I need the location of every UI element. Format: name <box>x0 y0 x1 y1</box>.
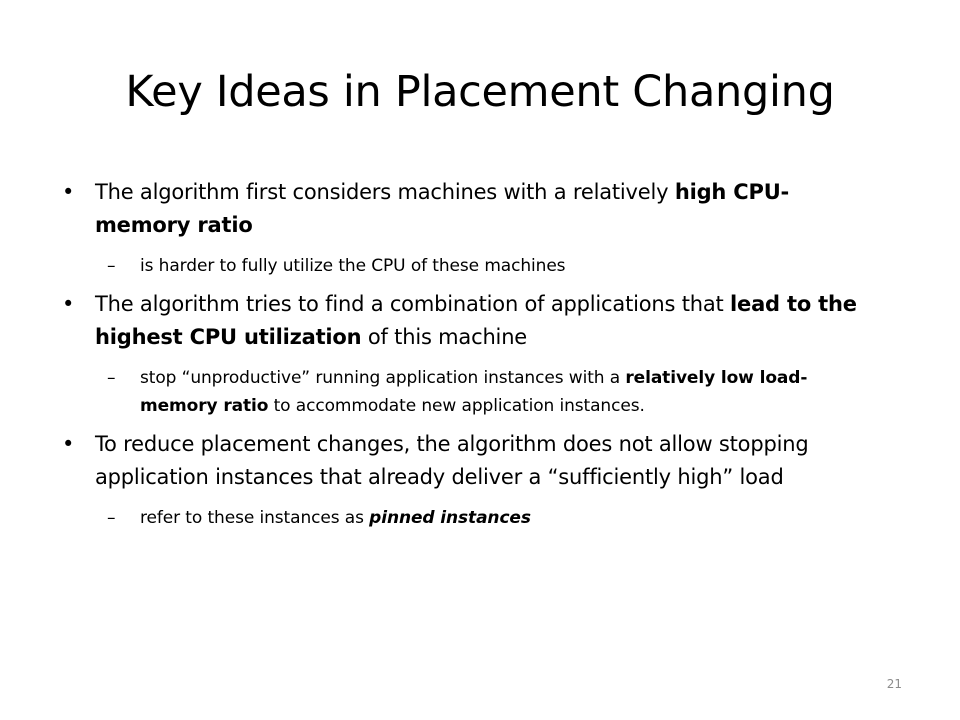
sub-bullet-text: to accommodate new application instances. <box>268 396 645 416</box>
sub-bullet-text: refer to these instances as <box>140 508 370 528</box>
sub-bullet-marker: – <box>107 256 116 276</box>
sub-bullet-marker: – <box>107 508 116 528</box>
bullet-marker: • <box>62 432 75 456</box>
sub-bullet-text: is harder to fully utilize the CPU of these machines <box>140 256 566 276</box>
sub-bullet-text-bold-italic: pinned instances <box>369 508 531 528</box>
bullet-text-bold: high CPU-memory ratio <box>95 180 790 237</box>
bullet-item <box>62 176 882 242</box>
bullet-item <box>62 288 882 354</box>
bullet-marker: • <box>62 180 75 204</box>
sub-bullet-item <box>62 364 882 420</box>
bullet-text: of this machine <box>361 325 528 349</box>
slide-content <box>62 176 882 532</box>
page-number: 21 <box>886 677 902 691</box>
sub-bullet-text: stop “unproductive” running application instances with a <box>140 368 626 388</box>
bullet-text: The algorithm tries to find a combination of applications that <box>95 292 731 316</box>
sub-bullet-item <box>62 504 882 532</box>
sub-bullet-marker: – <box>107 368 116 388</box>
bullet-marker: • <box>62 292 75 316</box>
sub-bullet-text-bold: relatively low load-memory ratio <box>140 368 808 416</box>
sub-bullet-item <box>62 252 882 280</box>
bullet-text-bold: lead to the highest CPU utilization <box>95 292 857 349</box>
bullet-text: The algorithm first considers machines with a relatively <box>95 180 675 204</box>
bullet-item <box>62 428 882 494</box>
slide-title: Key Ideas in Placement Changing <box>125 67 835 117</box>
bullet-text: To reduce placement changes, the algorithm does not allow stopping application instances that already deliver a “sufficiently high” load <box>95 432 809 489</box>
